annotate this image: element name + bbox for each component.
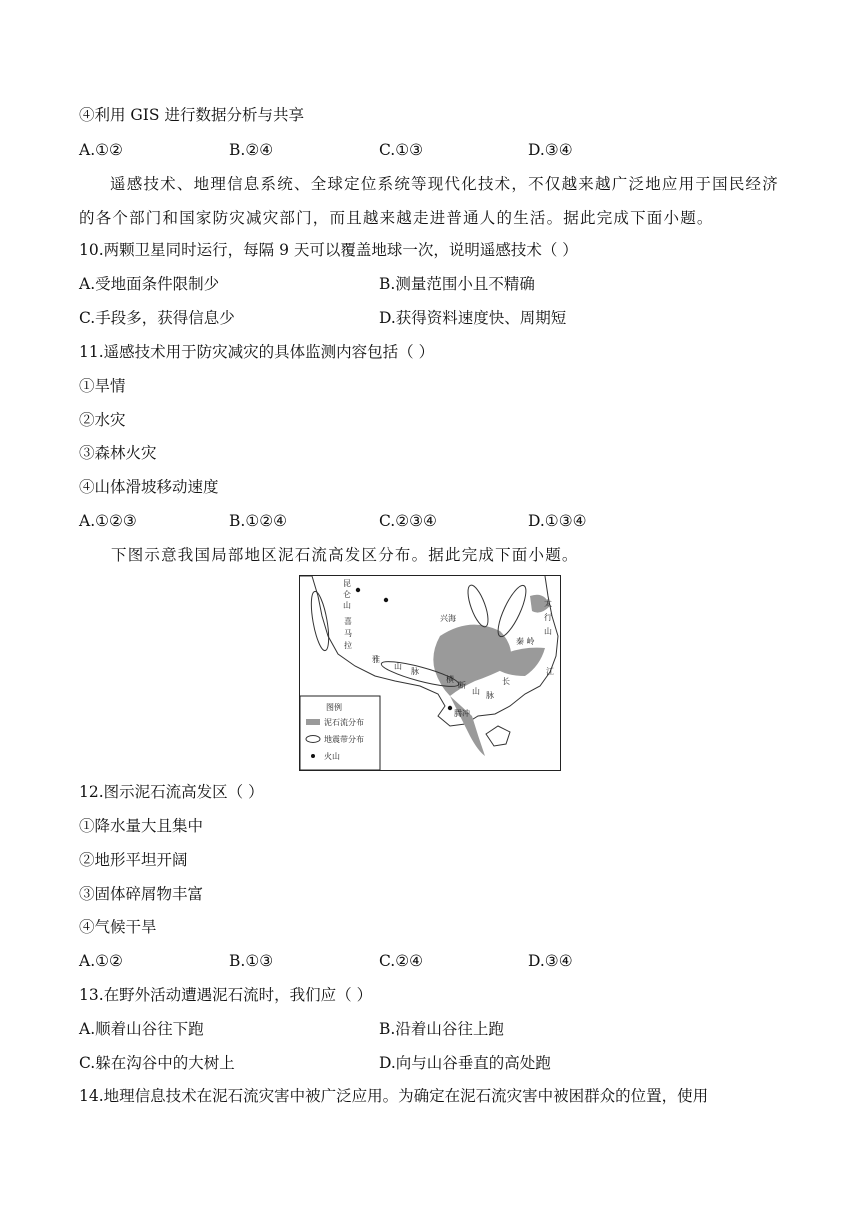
legend-volcano: 火山	[324, 752, 340, 761]
q11-option-b: B.①②④	[229, 512, 288, 530]
q12-item-4: ④气候干旱	[79, 918, 157, 936]
map-label: 断	[458, 681, 466, 690]
q10-option-a: A.受地面条件限制少	[79, 275, 220, 293]
q11-option-d: D.①③④	[528, 512, 587, 530]
map-label: 山	[343, 601, 351, 610]
q9-option-a: A.①②	[79, 141, 123, 159]
map-label: 行	[544, 613, 552, 622]
map-label: 兴海	[440, 614, 456, 623]
map-label: 长	[502, 677, 510, 686]
map-graphic	[300, 576, 560, 770]
q11-stem: 11.遥感技术用于防灾减灾的具体监测内容包括（ ）	[79, 343, 435, 361]
q12-option-c: C.②④	[379, 952, 424, 970]
q12-option-a: A.①②	[79, 952, 123, 970]
q9-option-c: C.①③	[379, 141, 424, 159]
q12-option-b: B.①③	[229, 952, 274, 970]
q13-option-d: D.向与山谷垂直的高处跑	[379, 1054, 551, 1072]
map-label: 腾冲	[454, 709, 470, 718]
q11-item-3: ③森林火灾	[79, 444, 157, 462]
map-label: 秦 岭	[516, 637, 535, 646]
intro-paragraph-2: 下图示意我国局部地区泥石流高发区分布。据此完成下面小题。	[111, 546, 579, 564]
q12-stem: 12.图示泥石流高发区（ ）	[79, 783, 264, 801]
q10-option-d: D.获得资料速度快、周期短	[379, 309, 567, 327]
q9-option-b: B.②④	[229, 141, 274, 159]
q10-stem: 10.两颗卫星同时运行，每隔 9 天可以覆盖地球一次，说明遥感技术（ ）	[79, 241, 578, 259]
q12-option-d: D.③④	[528, 952, 573, 970]
map-label: 仑	[343, 590, 351, 599]
q11-item-2: ②水灾	[79, 411, 126, 429]
map-label: 脉	[486, 691, 494, 700]
q11-item-4: ④山体滑坡移动速度	[79, 478, 219, 496]
legend-seismic: 地震带分布	[324, 735, 364, 744]
q13-stem: 13.在野外活动遭遇泥石流时，我们应（ ）	[79, 986, 373, 1004]
q12-item-2: ②地形平坦开阔	[79, 851, 188, 869]
q10-option-c: C.手段多，获得信息少	[79, 309, 235, 327]
q11-item-1: ①旱情	[79, 377, 126, 395]
q11-option-c: C.②③④	[379, 512, 437, 530]
map-label: 江	[546, 667, 554, 676]
map-label: 脉	[411, 667, 419, 676]
q13-option-a: A.顺着山谷往下跑	[79, 1020, 204, 1038]
q9-option-d: D.③④	[528, 141, 573, 159]
map-label: 昆	[343, 579, 351, 588]
debris-flow-map	[299, 575, 561, 771]
q10-option-b: B.测量范围小且不精确	[379, 275, 535, 293]
q11-option-a: A.①②③	[79, 512, 137, 530]
q9-item-4: ④利用 GIS 进行数据分析与共享	[79, 106, 304, 124]
q13-option-b: B.沿着山谷往上跑	[379, 1020, 504, 1038]
map-label: 太	[544, 599, 552, 608]
map-label: 山	[394, 662, 402, 671]
map-label: 拉	[344, 641, 352, 650]
map-label: 山	[544, 627, 552, 636]
q14-stem: 14.地理信息技术在泥石流灾害中被广泛应用。为确定在泥石流灾害中被困群众的位置，使用	[79, 1087, 709, 1105]
q12-item-3: ③固体碎屑物丰富	[79, 885, 204, 903]
q12-item-1: ①降水量大且集中	[79, 817, 204, 835]
intro-paragraph-1: 遥感技术、地理信息系统、全球定位系统等现代化技术，不仅越来越广泛地应用于国民经济的各个部门和国家防灾减灾部门，而且越来越走进普通人的生活。据此完成下面小题。	[79, 175, 779, 227]
map-label: 横	[446, 675, 454, 684]
legend-title: 图例	[326, 703, 342, 712]
map-label: 山	[472, 687, 480, 696]
q13-option-c: C.躲在沟谷中的大树上	[79, 1054, 235, 1072]
map-label: 雅	[372, 655, 380, 664]
map-label: 喜	[344, 617, 352, 626]
legend-debris: 泥石流分布	[324, 718, 364, 727]
map-label: 马	[344, 629, 352, 638]
